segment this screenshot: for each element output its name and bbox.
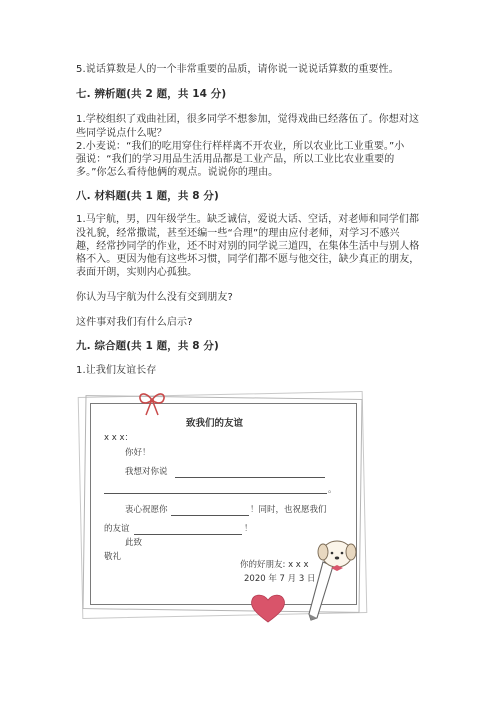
letter-closing-2: 敬礼 (104, 552, 122, 562)
section-8-heading: 八. 材料题(共 1 题，共 8 分) (76, 190, 219, 202)
letter-wish-prefix: 衷心祝愿你 (125, 505, 168, 515)
section-9-heading: 九. 综合题(共 1 题，共 8 分) (76, 340, 219, 352)
section-8-para-line4: 格不入。更因为他有这些坏习惯，同学们都不愿与他交往，缺少真正的朋友， (76, 254, 420, 265)
section-8-para-line2: 没礼貌，经常撒谎，甚至还编一些“合理”的理由应付老师，对学习不感兴 (76, 228, 400, 239)
letter-salutation: x x x： (104, 433, 133, 443)
letter-signature: 你的好朋友: x x x (240, 560, 309, 570)
section-9-item: 1.让我们友谊长存 (76, 365, 157, 376)
ribbon-bow-icon (135, 388, 169, 418)
blank-line-4 (134, 534, 242, 535)
section-7-q1-line2: 些同学说点什么呢？ (76, 128, 167, 139)
letter-wish-mid: ！同时，也祝愿我们 (250, 505, 327, 515)
section-8-question1: 你认为马宇航为什么没有交到朋友? (76, 292, 233, 303)
blank-line-2 (104, 493, 327, 494)
section-7-q1-line1: 1.学校组织了戏曲社团，很多同学不想参加，觉得戏曲已经落伍了。你想对这 (76, 114, 420, 125)
section-8-para-line1: 1.马宇航，男，四年级学生。缺乏诚信，爱说大话、空话，对老师和同学们都 (76, 214, 420, 225)
question-5: 5.说话算数是人的一个非常重要的品质，请你说一说说话算数的重要性。 (76, 64, 399, 75)
letter-period: 。 (328, 485, 337, 495)
letter-greeting: 你好！ (125, 448, 151, 458)
blank-line-3 (171, 515, 249, 516)
blank-line-1 (175, 477, 325, 478)
section-7-q2-line1: 2.小麦说：“我们的吃用穿住行样样离不开农业，所以农业比工业重要。”小 (76, 141, 405, 152)
heart-icon (248, 592, 288, 624)
section-7-heading: 七. 辨析题(共 2 题，共 14 分) (76, 88, 227, 100)
letter-want-to-say: 我想对你说 (125, 467, 168, 477)
section-8-question2: 这件事对我们有什么启示? (76, 317, 193, 328)
section-8-para-line3: 趣，经常抄同学的作业，还不时对别的同学说三道四，在集体生活中与别人格 (76, 241, 420, 252)
letter-title: 致我们的友谊 (186, 418, 244, 429)
section-7-q2-line3: 多。”你怎么看待他俩的观点。说说你的理由。 (76, 167, 279, 178)
section-7-q2-line2: 强说：“我们的学习用品生活用品都是工业产品，所以工业比农业重要的 (76, 154, 395, 165)
letter-closing-1: 此致 (125, 538, 143, 548)
letter-friendship: 的友谊 (104, 524, 130, 534)
letter-exclamation: ！ (244, 524, 253, 534)
puppy-icon (313, 532, 361, 576)
letter-date: 2020 年 7 月 3 日 (244, 574, 316, 584)
section-8-para-line5: 表面开朗，实则内心孤独。 (76, 267, 198, 278)
